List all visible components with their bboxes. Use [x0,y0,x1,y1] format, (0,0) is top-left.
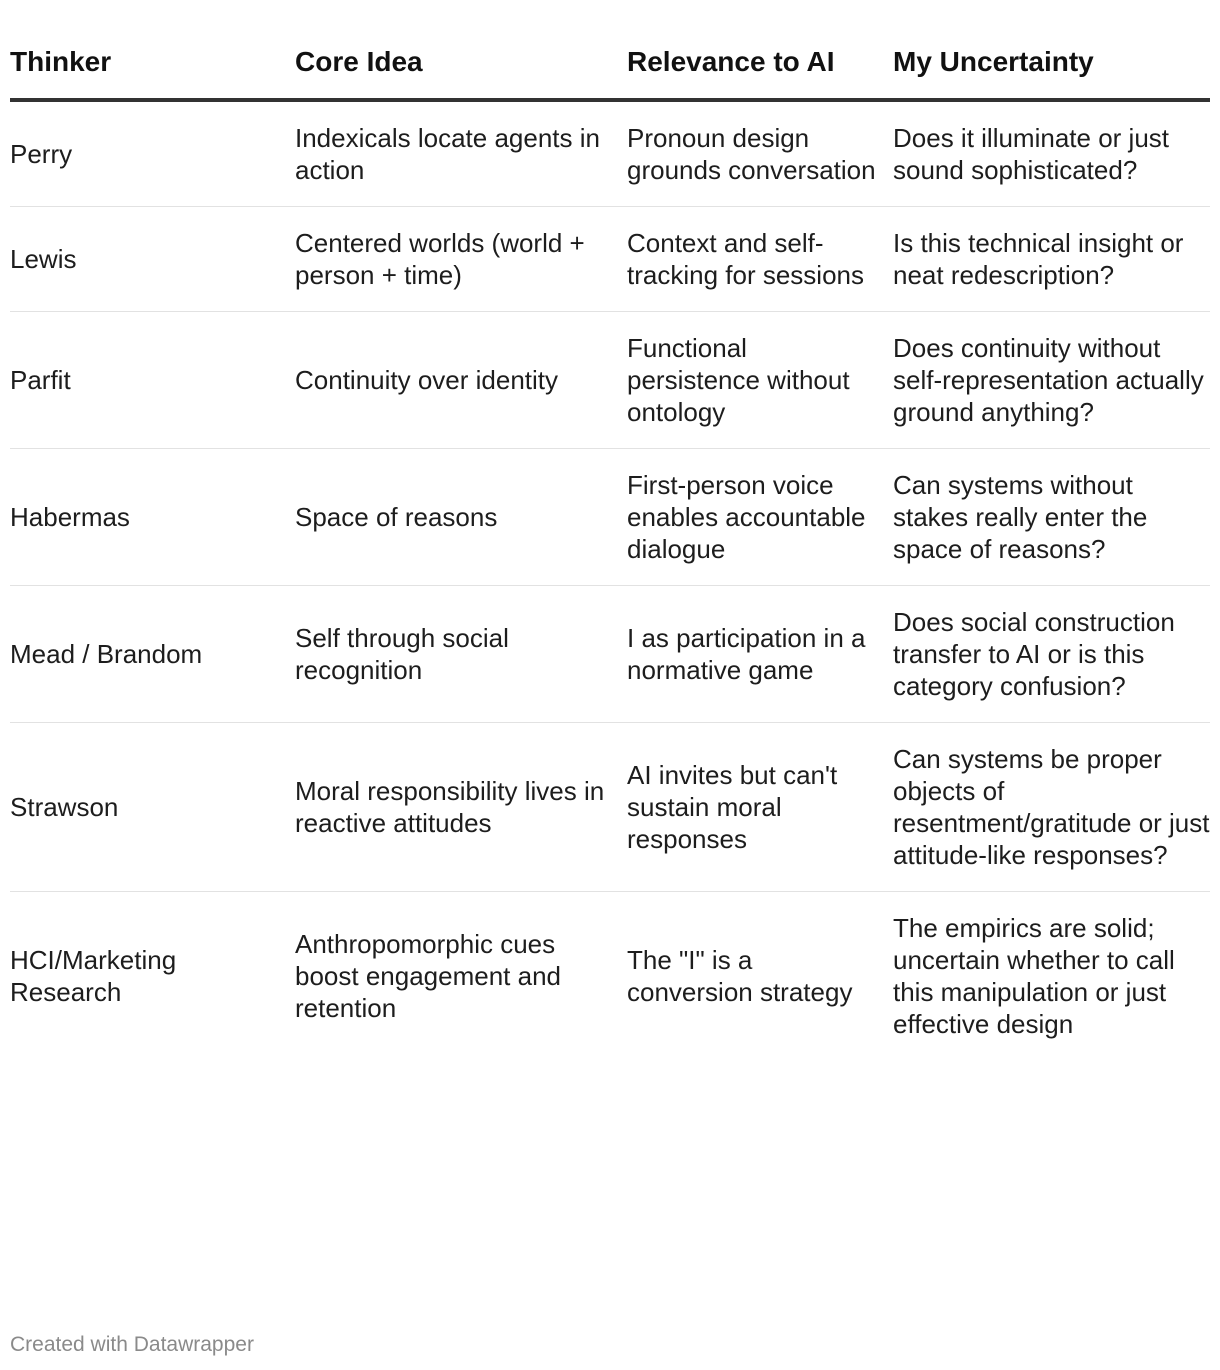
header-relevance: Relevance to AI [627,0,893,100]
header-row [10,0,1210,100]
cell-relevance: Pronoun design grounds conversation [627,100,893,207]
table-row [10,586,1210,723]
cell-core-idea: Anthropomorphic cues boost engagement and retention [295,929,561,1023]
table-row [10,892,1210,1061]
cell-relevance: Functional persistence without ontology [627,312,893,449]
table-row [10,207,1210,312]
table-row [10,312,1210,449]
cell-relevance: I as participation in a normative game [627,586,893,723]
cell-thinker: Habermas [10,449,295,586]
cell-relevance: First-person voice enables accountable dialogue [627,449,893,586]
cell-core-idea: Indexicals locate agents in action [295,100,627,207]
header-core-idea: Core Idea [295,0,627,100]
cell-thinker: HCI/Marketing Research [10,945,177,1007]
header-uncertainty: My Uncertainty [893,0,1210,100]
table-body [10,100,1210,1060]
datawrapper-credit: Created with Datawrapper [10,1333,254,1356]
cell-uncertainty: Does it illuminate or just sound sophisticated? [893,100,1210,207]
cell-thinker: Mead / Brandom [10,586,295,723]
cell-thinker: Lewis [10,207,295,312]
cell-uncertainty: The empirics are solid; uncertain whether to call this manipulation or just effective design [893,913,1175,1039]
cell-uncertainty: Does continuity without self-representation actually ground anything? [893,312,1210,449]
thinkers-table [10,0,1210,1060]
table-row [10,449,1210,586]
table-row [10,723,1210,892]
cell-thinker: Parfit [10,312,295,449]
cell-uncertainty: Is this technical insight or neat redescription? [893,207,1210,312]
table-container [10,0,1210,1060]
cell-thinker: Perry [10,100,295,207]
cell-core-idea: Self through social recognition [295,586,627,723]
cell-uncertainty: Can systems be proper objects of resentment/gratitude or just attitude-like responses? [893,723,1210,892]
cell-relevance: AI invites but can't sustain moral responses [627,723,893,892]
cell-core-idea: Continuity over identity [295,312,627,449]
cell-core-idea: Space of reasons [295,449,627,586]
cell-core-idea: Moral responsibility lives in reactive attitudes [295,723,627,892]
cell-relevance: The "I" is a conversion strategy [627,945,853,1007]
cell-uncertainty: Does social construction transfer to AI or is this category confusion? [893,586,1210,723]
cell-uncertainty: Can systems without stakes really enter the space of reasons? [893,449,1210,586]
cell-thinker: Strawson [10,723,295,892]
cell-relevance: Context and self-tracking for sessions [627,207,893,312]
table-header [10,0,1210,100]
table-row [10,100,1210,207]
header-thinker: Thinker [10,0,295,100]
cell-core-idea: Centered worlds (world + person + time) [295,207,627,312]
